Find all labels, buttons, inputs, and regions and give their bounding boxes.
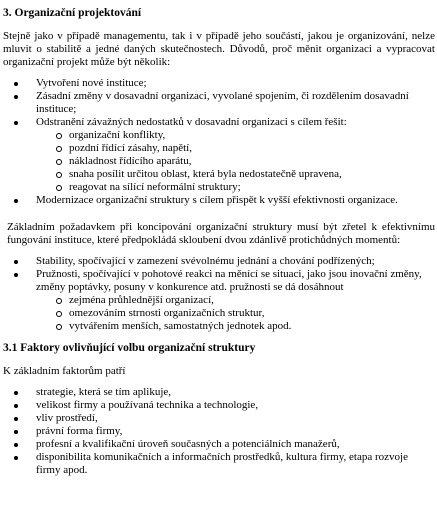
reasons-list <box>3 77 435 207</box>
factors-intro: K základním faktorům patří <box>3 365 126 377</box>
list-item-text: Pružnosti, spočívající v pohotové reakci na měnící se situaci, jako jsou inovační změny, změny poptávky, posuny v konkurence atd. pružnosti se dá dosáhnout <box>36 268 422 293</box>
list-item: disponibilita komunikačních a informačních prostředků, kultura firmy, etapa rozvoje firmy apod. <box>3 451 435 477</box>
sublist-item: zejména průhlednější organizací, <box>36 294 435 307</box>
list-item: Modernizace organizační struktury s cílem přispět k vyšší efektivnosti organizace. <box>3 194 435 207</box>
list-item <box>3 268 435 333</box>
list-item: právní forma firmy, <box>3 425 435 438</box>
list-item-text: Odstranění závažných nedostatků v dosavadní organizaci s cílem řešit: <box>36 116 347 128</box>
intro-paragraph: Stejně jako v případě managementu, tak i v případě jeho součástí, jakou je organizování, nelze mluvit o stabilitě a jedné daných skutečnostech. Důvodů, proč měnit organizaci a vypracovat organizační projekt může být několik: <box>3 30 435 68</box>
reasons-sublist <box>36 129 435 194</box>
sublist-item: omezováním strnosti organizačních struktur, <box>36 307 435 320</box>
list-item: strategie, která se tím aplikuje, <box>3 386 435 399</box>
sublist-item: nákladnost řídícího aparátu, <box>36 155 435 168</box>
subsection-heading: 3.1 Faktory ovlivňující volbu organizační struktury <box>3 342 256 354</box>
list-item: velikost firmy a používaná technika a technologie, <box>3 399 435 412</box>
sublist-item: pozdní řídící zásahy, napětí, <box>36 142 435 155</box>
moments-list <box>3 255 435 333</box>
list-item: Zásadní změny v dosavadní organizaci, vyvolané spojením, či rozdělením dosavadní instituce; <box>3 90 435 116</box>
list-item: vliv prostředí, <box>3 412 435 425</box>
requirement-paragraph: Základním požadavkem při koncipování organizační struktury musí být zřetel k efektivnímu fungování instituce, které předpokládá skloubení dvou zdánlivě protichůdných momentů: <box>7 221 435 246</box>
factors-list <box>3 386 435 477</box>
moments-sublist <box>36 294 435 333</box>
sublist-item: organizační konflikty, <box>36 129 435 142</box>
sublist-item: snaha posílit určitou oblast, která byla nedostatečně upravena, <box>36 168 435 181</box>
list-item: Stability, spočívající v zamezení svévolnému jednání a chování podřízených; <box>3 255 435 268</box>
list-item <box>3 116 435 194</box>
list-item: Vytvoření nové instituce; <box>3 77 435 90</box>
list-item: profesní a kvalifikační úroveň současných a potenciálních manažerů, <box>3 438 435 451</box>
section-heading: 3. Organizační projektování <box>3 7 142 19</box>
sublist-item: reagovat na sílící neformální struktury; <box>36 181 435 194</box>
sublist-item: vytvářením menších, samostatných jednotek apod. <box>36 320 435 333</box>
